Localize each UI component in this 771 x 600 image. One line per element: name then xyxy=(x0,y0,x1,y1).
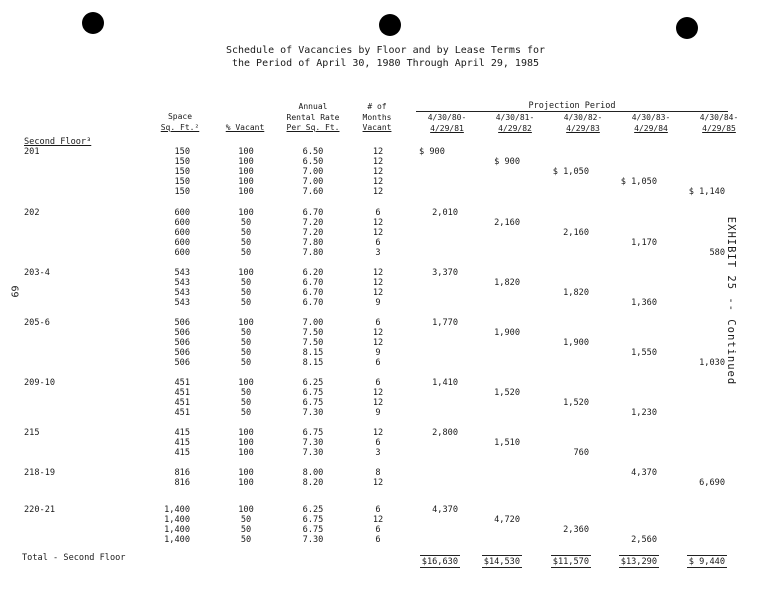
period-header-3: 4/30/82- 4/29/83 xyxy=(563,113,603,133)
months-vacant: 12 xyxy=(372,187,384,197)
percent-vacant: 100 xyxy=(238,208,254,218)
space-sqft: 543 xyxy=(174,268,190,278)
space-sqft: 415 xyxy=(174,448,190,458)
projection-value: 1,820 xyxy=(494,278,520,288)
total-value: $14,530 xyxy=(483,557,520,567)
title-line-1: Schedule of Vacancies by Floor and by Lease Terms for xyxy=(225,45,546,56)
percent-vacant: 100 xyxy=(238,187,254,197)
percent-vacant: 50 xyxy=(240,298,252,308)
months-vacant: 12 xyxy=(372,268,384,278)
percent-vacant: 50 xyxy=(240,228,252,238)
projection-value: 2,160 xyxy=(494,218,520,228)
months-vacant: 6 xyxy=(375,505,381,515)
rental-rate: 7.80 xyxy=(302,238,324,248)
space-sqft: 506 xyxy=(174,358,190,368)
percent-vacant: 50 xyxy=(240,278,252,288)
space-sqft: 506 xyxy=(174,348,190,358)
space-sqft: 1,400 xyxy=(164,535,190,545)
document-title xyxy=(0,44,771,70)
total-value: $ 9,440 xyxy=(688,557,725,567)
months-vacant: 9 xyxy=(375,348,381,358)
rental-rate: 6.70 xyxy=(302,298,324,308)
months-vacant: 12 xyxy=(372,328,384,338)
percent-vacant: 100 xyxy=(238,448,254,458)
punch-hole-center xyxy=(379,14,401,36)
punch-hole-left xyxy=(82,12,104,34)
projection-value: $ 1,140 xyxy=(688,187,725,197)
percent-vacant: 50 xyxy=(240,238,252,248)
header-vacant: % Vacant xyxy=(225,123,265,132)
space-sqft: 543 xyxy=(174,298,190,308)
floor-label: Second Floor³ xyxy=(24,137,92,147)
space-sqft: 150 xyxy=(174,157,190,167)
percent-vacant: 100 xyxy=(238,505,254,515)
space-sqft: 600 xyxy=(174,208,190,218)
space-sqft: 543 xyxy=(174,288,190,298)
rental-rate: 8.15 xyxy=(302,358,324,368)
page-number: 69 xyxy=(8,285,20,298)
projection-value: 1,520 xyxy=(563,398,589,408)
unit-label: 202 xyxy=(24,208,40,218)
rental-rate: 6.75 xyxy=(302,525,324,535)
months-vacant: 12 xyxy=(372,478,384,488)
months-vacant: 3 xyxy=(375,248,381,258)
percent-vacant: 100 xyxy=(238,468,254,478)
space-sqft: 451 xyxy=(174,388,190,398)
percent-vacant: 100 xyxy=(238,378,254,388)
months-vacant: 12 xyxy=(372,167,384,177)
period-header-2: 4/30/81- 4/29/82 xyxy=(495,113,535,133)
months-vacant: 6 xyxy=(375,535,381,545)
projection-value: $ 1,050 xyxy=(552,167,589,177)
projection-value: 6,690 xyxy=(699,478,725,488)
period-header-1: 4/30/80- 4/29/81 xyxy=(427,113,467,133)
months-vacant: 12 xyxy=(372,428,384,438)
space-sqft: 816 xyxy=(174,478,190,488)
rental-rate: 6.20 xyxy=(302,268,324,278)
months-vacant: 8 xyxy=(375,468,381,478)
total-value: $13,290 xyxy=(620,557,657,567)
months-vacant: 12 xyxy=(372,515,384,525)
percent-vacant: 50 xyxy=(240,388,252,398)
rental-rate: 7.50 xyxy=(302,338,324,348)
percent-vacant: 100 xyxy=(238,438,254,448)
rental-rate: 6.50 xyxy=(302,157,324,167)
rental-rate: 6.75 xyxy=(302,388,324,398)
percent-vacant: 50 xyxy=(240,525,252,535)
projection-value: 1,900 xyxy=(563,338,589,348)
percent-vacant: 50 xyxy=(240,408,252,418)
rental-rate: 7.80 xyxy=(302,248,324,258)
rental-rate: 7.30 xyxy=(302,438,324,448)
percent-vacant: 100 xyxy=(238,478,254,488)
space-sqft: 816 xyxy=(174,468,190,478)
percent-vacant: 100 xyxy=(238,428,254,438)
months-vacant: 6 xyxy=(375,358,381,368)
percent-vacant: 100 xyxy=(238,268,254,278)
percent-vacant: 50 xyxy=(240,348,252,358)
projection-value: 1,550 xyxy=(631,348,657,358)
space-sqft: 150 xyxy=(174,187,190,197)
punch-hole-right xyxy=(676,17,698,39)
projection-value: 760 xyxy=(573,448,589,458)
projection-value: 1,510 xyxy=(494,438,520,448)
rental-rate: 7.50 xyxy=(302,328,324,338)
space-sqft: 451 xyxy=(174,378,190,388)
projection-value: 1,900 xyxy=(494,328,520,338)
space-sqft: 543 xyxy=(174,278,190,288)
months-vacant: 6 xyxy=(375,318,381,328)
rental-rate: 6.70 xyxy=(302,208,324,218)
months-vacant: 6 xyxy=(375,208,381,218)
projection-value: $ 900 xyxy=(494,157,520,167)
unit-label: 203-4 xyxy=(24,268,50,278)
percent-vacant: 50 xyxy=(240,535,252,545)
percent-vacant: 100 xyxy=(238,167,254,177)
unit-label: 205-6 xyxy=(24,318,50,328)
projection-value: 1,770 xyxy=(432,318,458,328)
total-value: $16,630 xyxy=(421,557,458,567)
percent-vacant: 50 xyxy=(240,218,252,228)
percent-vacant: 50 xyxy=(240,328,252,338)
months-vacant: 6 xyxy=(375,378,381,388)
title-line-2: the Period of April 30, 1980 Through April 29, 1985 xyxy=(231,58,540,69)
rental-rate: 7.00 xyxy=(302,167,324,177)
projection-period-header: Projection Period xyxy=(416,101,728,112)
rental-rate: 7.30 xyxy=(302,408,324,418)
space-sqft: 150 xyxy=(174,167,190,177)
space-sqft: 150 xyxy=(174,147,190,157)
space-sqft: 1,400 xyxy=(164,515,190,525)
space-sqft: 600 xyxy=(174,248,190,258)
projection-value: 1,170 xyxy=(631,238,657,248)
unit-label: 215 xyxy=(24,428,40,438)
header-rate: Annual Rental Rate Per Sq. Ft. xyxy=(286,102,340,132)
projection-value: 2,800 xyxy=(432,428,458,438)
rental-rate: 7.30 xyxy=(302,448,324,458)
space-sqft: 600 xyxy=(174,228,190,238)
unit-label: 220-21 xyxy=(24,505,56,515)
exhibit-label: EXHIBIT 25 -- Continued xyxy=(725,216,737,386)
projection-value: 1,230 xyxy=(631,408,657,418)
percent-vacant: 50 xyxy=(240,515,252,525)
projection-value: 4,370 xyxy=(432,505,458,515)
rental-rate: 7.20 xyxy=(302,218,324,228)
rental-rate: 7.30 xyxy=(302,535,324,545)
rental-rate: 6.75 xyxy=(302,515,324,525)
unit-label: 209-10 xyxy=(24,378,56,388)
months-vacant: 12 xyxy=(372,288,384,298)
projection-value: 2,160 xyxy=(563,228,589,238)
space-sqft: 600 xyxy=(174,218,190,228)
projection-value: 2,360 xyxy=(563,525,589,535)
projection-value: 1,820 xyxy=(563,288,589,298)
months-vacant: 12 xyxy=(372,388,384,398)
unit-label: 201 xyxy=(24,147,40,157)
period-header-5: 4/30/84- 4/29/85 xyxy=(699,113,739,133)
months-vacant: 6 xyxy=(375,238,381,248)
space-sqft: 150 xyxy=(174,177,190,187)
space-sqft: 600 xyxy=(174,238,190,248)
months-vacant: 12 xyxy=(372,147,384,157)
months-vacant: 12 xyxy=(372,157,384,167)
rental-rate: 7.00 xyxy=(302,177,324,187)
rental-rate: 7.60 xyxy=(302,187,324,197)
projection-value: 1,030 xyxy=(699,358,725,368)
header-space: Space Sq. Ft.² xyxy=(160,112,200,132)
projection-value: 580 xyxy=(709,248,725,258)
percent-vacant: 50 xyxy=(240,338,252,348)
header-months: # of Months Vacant xyxy=(362,102,392,132)
space-sqft: 415 xyxy=(174,438,190,448)
percent-vacant: 50 xyxy=(240,248,252,258)
space-sqft: 1,400 xyxy=(164,525,190,535)
space-sqft: 451 xyxy=(174,408,190,418)
rental-rate: 6.25 xyxy=(302,505,324,515)
rental-rate: 7.00 xyxy=(302,318,324,328)
rental-rate: 7.20 xyxy=(302,228,324,238)
projection-value: 4,370 xyxy=(631,468,657,478)
space-sqft: 415 xyxy=(174,428,190,438)
rental-rate: 6.70 xyxy=(302,278,324,288)
rental-rate: 6.50 xyxy=(302,147,324,157)
months-vacant: 12 xyxy=(372,338,384,348)
months-vacant: 6 xyxy=(375,525,381,535)
months-vacant: 12 xyxy=(372,177,384,187)
rental-rate: 6.25 xyxy=(302,378,324,388)
months-vacant: 9 xyxy=(375,298,381,308)
space-sqft: 506 xyxy=(174,318,190,328)
months-vacant: 12 xyxy=(372,228,384,238)
rental-rate: 8.00 xyxy=(302,468,324,478)
projection-value: 4,720 xyxy=(494,515,520,525)
space-sqft: 1,400 xyxy=(164,505,190,515)
rental-rate: 6.70 xyxy=(302,288,324,298)
projection-value: $ 900 xyxy=(419,147,445,157)
months-vacant: 3 xyxy=(375,448,381,458)
projection-value: 3,370 xyxy=(432,268,458,278)
rental-rate: 8.20 xyxy=(302,478,324,488)
space-sqft: 506 xyxy=(174,328,190,338)
rental-rate: 6.75 xyxy=(302,428,324,438)
projection-value: 1,520 xyxy=(494,388,520,398)
percent-vacant: 100 xyxy=(238,177,254,187)
space-sqft: 506 xyxy=(174,338,190,348)
projection-value: 2,560 xyxy=(631,535,657,545)
percent-vacant: 100 xyxy=(238,157,254,167)
total-value: $11,570 xyxy=(552,557,589,567)
space-sqft: 451 xyxy=(174,398,190,408)
projection-value: 1,410 xyxy=(432,378,458,388)
projection-value: 1,360 xyxy=(631,298,657,308)
months-vacant: 12 xyxy=(372,278,384,288)
percent-vacant: 100 xyxy=(238,318,254,328)
projection-value: $ 1,050 xyxy=(620,177,657,187)
percent-vacant: 100 xyxy=(238,147,254,157)
months-vacant: 9 xyxy=(375,408,381,418)
rental-rate: 6.75 xyxy=(302,398,324,408)
period-header-4: 4/30/83- 4/29/84 xyxy=(631,113,671,133)
percent-vacant: 50 xyxy=(240,398,252,408)
percent-vacant: 50 xyxy=(240,358,252,368)
percent-vacant: 50 xyxy=(240,288,252,298)
months-vacant: 6 xyxy=(375,438,381,448)
unit-label: 218-19 xyxy=(24,468,56,478)
months-vacant: 12 xyxy=(372,398,384,408)
total-label: Total - Second Floor xyxy=(22,553,126,563)
rental-rate: 8.15 xyxy=(302,348,324,358)
months-vacant: 12 xyxy=(372,218,384,228)
projection-value: 2,010 xyxy=(432,208,458,218)
